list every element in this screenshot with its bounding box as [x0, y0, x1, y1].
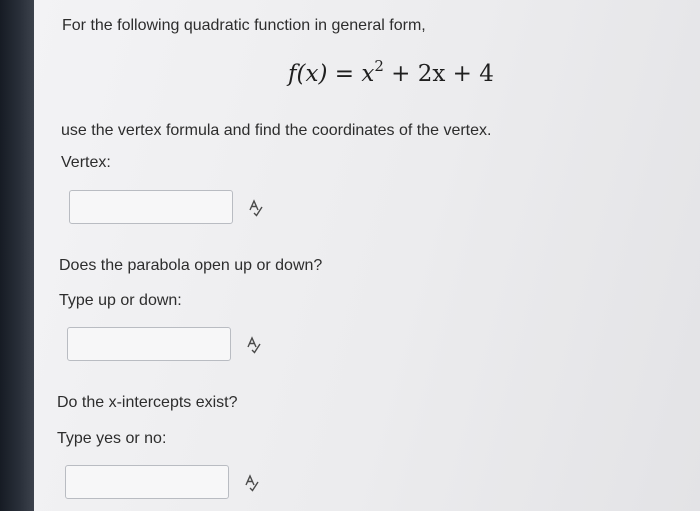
opens-label: Type up or down:	[59, 292, 182, 309]
equation-term-base: x	[361, 61, 375, 87]
equation-term-exponent: 2	[374, 57, 384, 75]
question-intro: For the following quadratic function in general form,	[62, 17, 426, 34]
question-instruction: use the vertex formula and find the coordinates of the vertex.	[61, 122, 492, 139]
opens-question: Does the parabola open up or down?	[59, 257, 323, 274]
spellcheck-icon[interactable]	[248, 199, 264, 217]
opens-input[interactable]	[67, 327, 231, 361]
intercepts-question: Do the x-intercepts exist?	[57, 394, 238, 411]
spellcheck-icon[interactable]	[246, 336, 262, 354]
question-panel	[34, 0, 700, 511]
screen-bezel	[0, 0, 34, 511]
spellcheck-icon[interactable]	[244, 474, 260, 492]
vertex-label: Vertex:	[61, 154, 111, 171]
intercepts-label: Type yes or no:	[57, 430, 167, 447]
quadratic-equation	[288, 58, 494, 90]
vertex-input[interactable]	[69, 190, 233, 224]
equation-rest: + 2x + 4	[391, 61, 494, 87]
intercepts-input[interactable]	[65, 465, 229, 499]
equation-lhs: f(x) =	[288, 61, 355, 87]
